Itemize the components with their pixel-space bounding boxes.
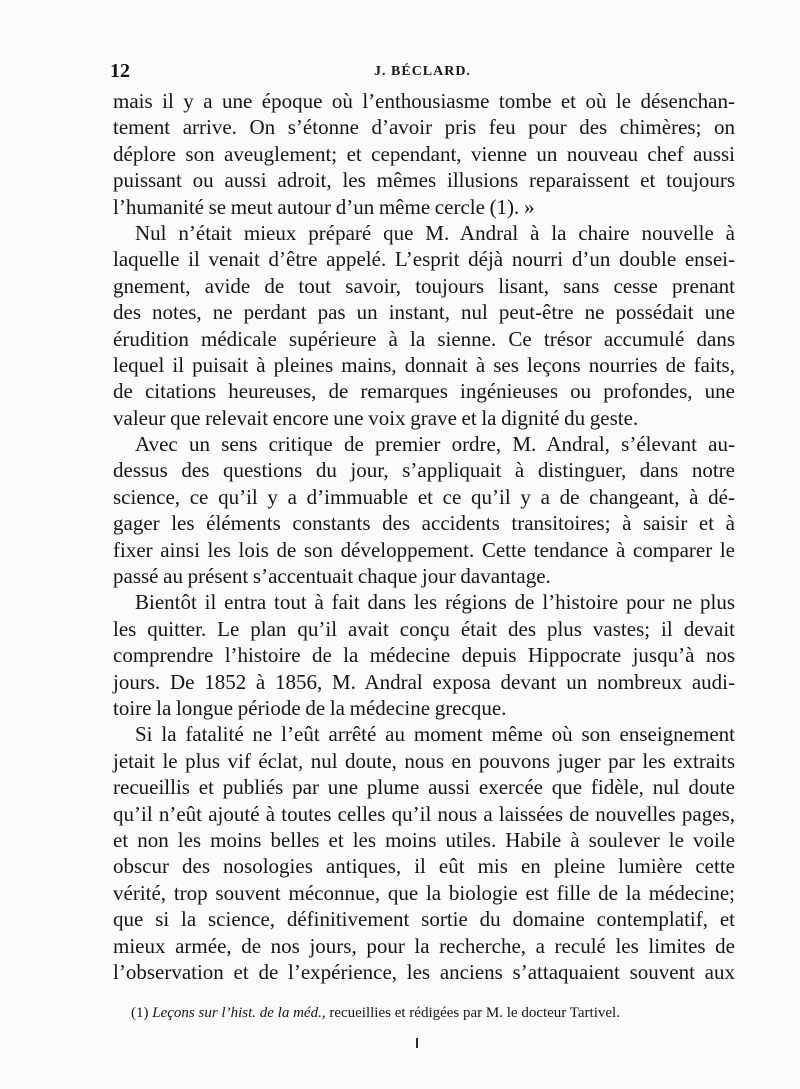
text-line: fixer ainsi les lois de son développement. Cette tendance à comparer le bbox=[113, 537, 735, 562]
text-line: qu’il n’eût ajouté à toutes celles qu’il nous a laissées de nouvelles pages, bbox=[113, 801, 735, 826]
running-head: J. BÉCLARD. bbox=[374, 64, 471, 79]
text-line: Avec un sens critique de premier ordre, M. Andral, s’élevant au- bbox=[135, 432, 735, 457]
text-line: laquelle il venait d’être appelé. L’esprit déjà nourri d’un double ensei- bbox=[113, 247, 735, 272]
text-line: dessus des questions du jour, s’appliquait à distinguer, dans notre bbox=[113, 458, 735, 483]
text-line: mieux armée, de nos jours, pour la recherche, a reculé les limites de bbox=[113, 933, 735, 958]
text-line: gager les éléments constants des accidents transitoires; à saisir et à bbox=[113, 511, 735, 536]
text-line: mais il y a une époque où l’enthousiasme tombe et où le désenchan- bbox=[113, 89, 735, 113]
text-line: érudition médicale supérieure à la sienne. Ce trésor accumulé dans bbox=[113, 326, 735, 351]
text-line: et non les moins belles et les moins utiles. Habile à soulever le voile bbox=[113, 827, 735, 852]
text-line: passé au présent s’accentuait chaque jour davantage. bbox=[113, 564, 551, 589]
text-line: les quitter. Le plan qu’il avait conçu était des plus vastes; il devait bbox=[113, 616, 735, 641]
text-line: déplore son aveuglement; et cependant, vienne un nouveau chef aussi bbox=[113, 141, 735, 166]
footnote-text: , recueillies et rédigées par M. le docteur Tartivel. bbox=[321, 1005, 620, 1021]
footnote bbox=[131, 1004, 735, 1022]
text-line: toire la longue période de la médecine grecque. bbox=[113, 695, 507, 720]
text-line: gnement, avide de tout savoir, toujours lisant, sans cesse prenant bbox=[113, 273, 735, 298]
text-line: Si la fatalité ne l’eût arrêté au moment même où son enseignement bbox=[135, 722, 735, 747]
paragraph bbox=[113, 431, 735, 589]
body-text bbox=[113, 88, 735, 985]
text-line: jours. De 1852 à 1856, M. Andral exposa devant un nombreux audi- bbox=[113, 669, 735, 694]
text-line: des notes, ne perdant pas un instant, nul peut-être ne possédait une bbox=[113, 300, 735, 325]
paragraph bbox=[113, 88, 735, 220]
text-line: science, ce qu’il y a d’immuable et ce qu’il y a de changeant, à dé- bbox=[113, 484, 735, 509]
text-line: Bientôt il entra tout à fait dans les régions de l’histoire pour ne plus bbox=[135, 590, 735, 615]
paragraph bbox=[113, 589, 735, 721]
text-line: de citations heureuses, de remarques ingénieuses ou profondes, une bbox=[113, 379, 735, 404]
text-line: vérité, trop souvent méconnue, que la biologie est fille de la médecine; bbox=[113, 880, 735, 905]
text-line: obscur des nosologies antiques, il eût mis en pleine lumière cette bbox=[113, 854, 735, 879]
paragraph bbox=[113, 721, 735, 985]
footnote-marker: (1) bbox=[131, 1005, 149, 1021]
text-line: que si la science, définitivement sortie du domaine contemplatif, et bbox=[113, 907, 735, 932]
text-line: Nul n’était mieux préparé que M. Andral à la chaire nouvelle à bbox=[135, 220, 735, 245]
text-line: puissant ou aussi adroit, les mêmes illusions reparaissent et toujours bbox=[113, 168, 735, 193]
print-mark bbox=[416, 1038, 418, 1048]
text-line: recueillis et publiés par une plume aussi exercée que fidèle, nul doute bbox=[113, 775, 735, 800]
page-header bbox=[110, 60, 735, 86]
text-line: lequel il puisait à pleines mains, donnait à ses leçons nourries de faits, bbox=[113, 352, 735, 377]
text-line: l’observation et de l’expérience, les anciens s’attaquaient souvent aux bbox=[113, 959, 735, 984]
text-line: tement arrive. On s’étonne d’avoir pris feu pour des chimères; on bbox=[113, 115, 735, 140]
footnote-title: Leçons sur l’hist. de la méd. bbox=[152, 1005, 322, 1021]
paragraph bbox=[113, 220, 735, 431]
text-line: comprendre l’histoire de la médecine depuis Hippocrate jusqu’à nos bbox=[113, 643, 735, 668]
text-line: jetait le plus vif éclat, nul doute, nous en pouvons juger par les extraits bbox=[113, 748, 735, 773]
text-line: l’humanité se meut autour d’un même cercle (1). » bbox=[113, 194, 535, 219]
text-line: valeur que relevait encore une voix grave et la dignité du geste. bbox=[113, 405, 639, 430]
page-number: 12 bbox=[110, 60, 130, 82]
